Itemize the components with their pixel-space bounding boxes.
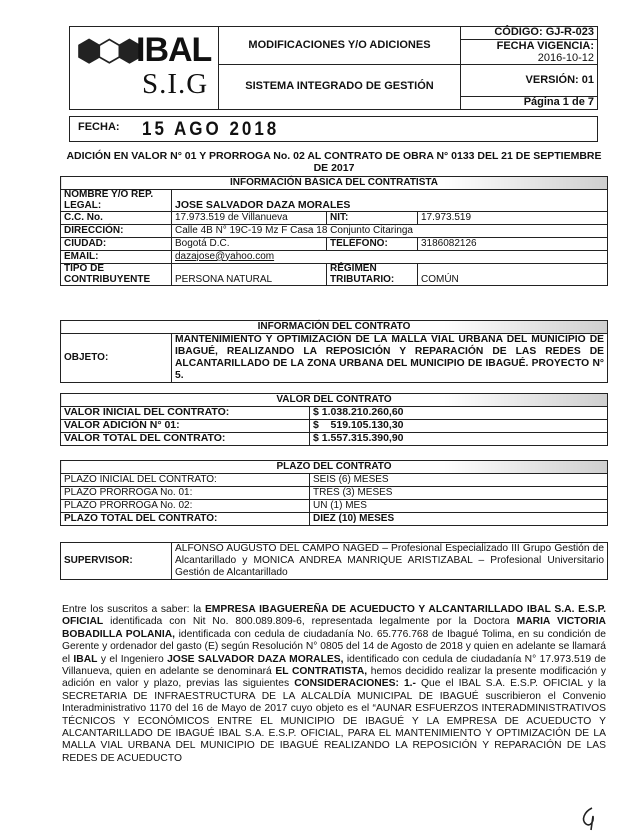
valor-inicial-label: VALOR INICIAL DEL CONTRATO: [61, 407, 310, 420]
body-p1: Entre los suscritos a saber: la [62, 604, 205, 615]
contrato-table [60, 320, 608, 383]
nit-value: 17.973.519 [418, 212, 608, 225]
contrato-heading: INFORMACIÓN DEL CONTRATO [61, 321, 608, 334]
telefono-value: 3186082126 [418, 238, 608, 251]
nombre-value: JOSE SALVADOR DAZA MORALES [172, 190, 608, 212]
header-version: VERSIÓN: 01 [461, 64, 598, 97]
ciudad-value: Bogotá D.C. [172, 238, 327, 251]
tipo-label: TIPO DE CONTRIBUYENTE [61, 264, 172, 286]
handwritten-initial-icon [578, 806, 602, 832]
plazo-inicial-value: SEIS (6) MESES [310, 474, 608, 487]
valor-adicion-label: VALOR ADICIÓN N° 01: [61, 420, 310, 433]
telefono-label: TELÉFONO: [327, 238, 418, 251]
valor-heading: VALOR DEL CONTRATO [61, 394, 608, 407]
vigencia-label: FECHA VIGENCIA: [496, 39, 594, 52]
fecha-stamp: 15 AGO 2018 [142, 117, 280, 140]
objeto-label: OBJETO: [61, 334, 172, 383]
logo-sig-text: S.I.G [142, 68, 209, 100]
vigencia-date: 2016-10-12 [537, 51, 594, 64]
header-pagina: Página 1 de 7 [461, 97, 598, 110]
body-p8: JOSE SALVADOR DAZA MORALES, [167, 653, 344, 665]
cc-value: 17.973.519 de Villanueva [172, 212, 327, 225]
valor-table [60, 393, 608, 446]
body-p2: EMPRESA IBAGUEREÑA DE ACUEDUCTO Y ALCANTARILLADO IBAL S.A. E.S.P. OFICIAL [62, 604, 606, 628]
nit-label: NIT: [327, 212, 418, 225]
body-p15: Que el IBAL S.A. E.S.P. OFICIAL y la SECRETARIA DE INFRAESTRUCTURA DE LA ALCALDÍA MUNICIPAL DE IBAGUÉ suscribieron el Convenio Interadministrativo 1170 del 16 de Mayo de 2017 cuyo objeto es el “AUNAR ESFUERZOS INTERADMINISTRATIVOS TÉCNICOS Y ECONÓMICOS ENTRE EL MUNICIPIO DE IBAGUÉ Y LA EMPRESA DE ACUEDUCTO Y ALCANTARILLADO DE IBAGUÉ IBAL S.A. E.S.P. OFICIAL, PARA EL MANTENIMIENTO Y OPTIMIZACIÓN DE LA MALLA VIAL URBANA DEL MUNICIPIO DE IBAGUÉ REALIZANDO LA REPOSICIÓN Y REPARACIÓN DE LAS REDES DE ACUEDUCTO [62, 678, 606, 764]
ciudad-label: CIUDAD: [61, 238, 172, 251]
regimen-value: COMÚN [418, 264, 608, 286]
body-p9: identificado con cedula de ciudadanía N° 17.973.519 de Villanueva, quien en adelante se denominará [62, 653, 606, 678]
body-p6: IBAL [73, 653, 98, 665]
valor-adicion-value: $ 519.105.130,30 [310, 420, 608, 433]
plazo-prorroga2-value: UN (1) MES [310, 500, 608, 513]
contratista-table [60, 176, 608, 286]
plazo-total-label: PLAZO TOTAL DEL CONTRATO: [61, 513, 310, 526]
body-p3: identificada con Nit No. 800.089.809-6, representada legalmente por la Doctora [103, 616, 517, 628]
body-p12: CONSIDERACIONES: [294, 678, 399, 690]
body-p11: hemos decidido realizar la presente modificación y adición en valor y plazo, previas las siguientes [62, 666, 607, 690]
plazo-inicial-label: PLAZO INICIAL DEL CONTRATO: [61, 474, 310, 487]
plazo-prorroga1-value: TRES (3) MESES [310, 487, 608, 500]
email-link[interactable]: dazajose@yahoo.com [175, 250, 275, 262]
body-p5: identificada con cedula de ciudadanía No. 65.776.768 de Ibagué Tolima, en su condición de Gerente y ordenador del gasto (E) según Resolución N° 0805 del 14 de Agosto de 2018 y quien en adelante se llamará el [62, 628, 606, 665]
body-paragraph [62, 604, 606, 765]
document-header [69, 26, 598, 110]
direccion-label: DIRECCIÓN: [61, 225, 172, 238]
body-p10: EL CONTRATISTA, [275, 666, 368, 678]
header-codigo: CÓDIGO: GJ-R-023 [461, 27, 598, 40]
email-label: EMAIL: [61, 251, 172, 264]
tipo-value: PERSONA NATURAL [172, 264, 327, 286]
supervisor-value: ALFONSO AUGUSTO DEL CAMPO NAGED – Profesional Especializado III Grupo Gestión de Alcantarillado y MONICA ANDREA MANRIQUE ARISTIZABAL – Profesional Universitario Gestión de Alcantarillado [172, 543, 608, 580]
objeto-value: MANTENIMIENTO Y OPTIMIZACIÓN DE LA MALLA VIAL URBANA DEL MUNICIPIO DE IBAGUÉ, REALIZANDO LA REPOSICIÓN Y REPARACIÓN DE LAS REDES DE ALCANTARILLADO DE LA ZONA URBANA DEL MUNICIPIO DE IBAGUÉ. PROYECTO N° 5. [172, 334, 608, 383]
header-title-1: MODIFICACIONES Y/O ADICIONES [219, 27, 461, 65]
supervisor-table [60, 542, 608, 580]
plazo-prorroga2-label: PLAZO PRORROGA No. 02: [61, 500, 310, 513]
contratista-heading: INFORMACIÓN BÁSICA DEL CONTRATISTA [61, 177, 608, 190]
logo-cell [70, 27, 219, 110]
logo-ibal-text: IBAL [136, 31, 212, 69]
valor-total-value: $ 1.557.315.390,90 [310, 433, 608, 446]
body-p4: MARIA VICTORIA BOBADILLA POLANIA, [62, 616, 606, 640]
header-vigencia [461, 39, 598, 64]
fecha-label: FECHA: [78, 121, 120, 133]
direccion-value: Calle 4B N° 19C-19 Mz F Casa 18 Conjunto Citaringa [172, 225, 608, 238]
plazo-table [60, 460, 608, 526]
nombre-label: NOMBRE Y/O REP. LEGAL: [61, 190, 172, 212]
plazo-total-value: DIEZ (10) MESES [310, 513, 608, 526]
fecha-box [69, 116, 598, 142]
email-value[interactable] [172, 251, 608, 264]
body-p14: 1.- [403, 678, 416, 690]
valor-total-label: VALOR TOTAL DEL CONTRATO: [61, 433, 310, 446]
body-p7: y el Ingeniero [97, 653, 168, 665]
cc-label: C.C. No. [61, 212, 172, 225]
regimen-label: RÉGIMEN TRIBUTARIO: [327, 264, 418, 286]
supervisor-label: SUPERVISOR: [61, 543, 172, 580]
plazo-prorroga1-label: PLAZO PRORROGA No. 01: [61, 487, 310, 500]
header-title-2: SISTEMA INTEGRADO DE GESTIÓN [219, 64, 461, 109]
plazo-heading: PLAZO DEL CONTRATO [61, 461, 608, 474]
molecule-logo-icon: ⬢⬡⬢ [76, 35, 137, 68]
document-subject: ADICIÓN EN VALOR N° 01 Y PRORROGA No. 02 AL CONTRATO DE OBRA N° 0133 DEL 21 DE SEPTIEMBRE DE 2017 [66, 150, 602, 174]
valor-inicial-value: $ 1.038.210.260,60 [310, 407, 608, 420]
